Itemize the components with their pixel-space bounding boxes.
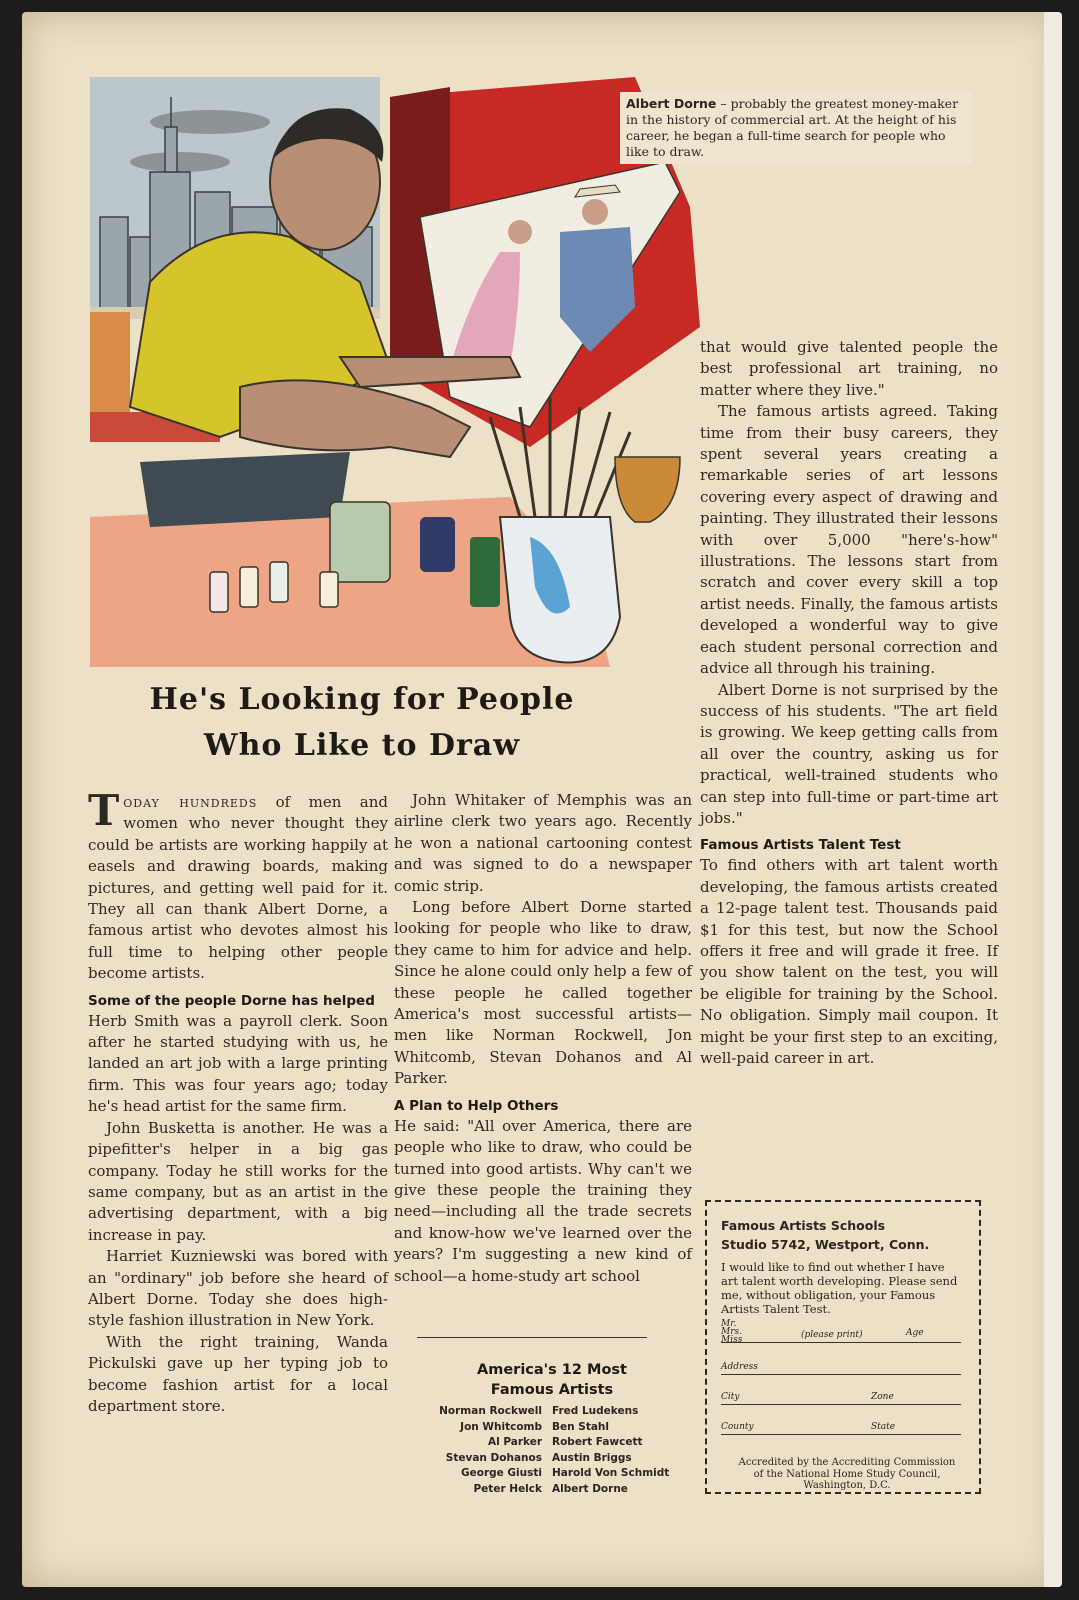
paragraph: John Whitaker of Memphis was an airline clerk two years ago. Recently he won a national cartooning contest and was signed to do a newspaper comic strip.	[394, 791, 692, 895]
ink-bottle	[420, 517, 455, 572]
mail-coupon[interactable]	[705, 1200, 981, 1494]
cloud	[130, 152, 230, 172]
paragraph: Herb Smith was a payroll clerk. Soon after he started studying with us, he landed an art job with a large printing firm. This was four years ago; today he's head artist for the same firm.	[88, 1011, 388, 1116]
headline-line-2: Who Like to Draw	[203, 728, 521, 763]
paragraph: John Busketta is another. He was a pipefitter's helper in a big gas company. Today he still works for the same company, but as an artist in the advertising department, with a big increase in pay.	[88, 1118, 388, 1244]
magazine-page	[22, 12, 1062, 1587]
coupon-school: Famous Artists Schools	[721, 1218, 886, 1233]
state-label: State	[871, 1422, 896, 1432]
artist-name: Albert Dorne	[552, 1482, 628, 1495]
artist-illustration	[90, 67, 700, 667]
intro-text: of men and women who never thought they could be artists are working happily at easels and drawing boards, making pictures, and getting well paid for it. They all can thank Albert Dorne, a famous artist who devotes almost his full time to helping other people become artists.	[88, 793, 388, 983]
age-label: Age	[906, 1328, 924, 1338]
coupon-body: I would like to find out whether I have art talent worth developing. Please send me, without obligation, your Famous Artists Talent Test.	[721, 1260, 958, 1316]
artist-name: Harold Von Schmidt	[552, 1467, 670, 1479]
glass	[615, 457, 680, 522]
famous-title-line-2: Famous Artists	[490, 1382, 614, 1398]
zone-label: Zone	[871, 1392, 894, 1402]
paragraph: He said: "All over America, there are people who like to draw, who could be turned into good artists. Why can't we give these people the training they need—including all the trade secrets and know-how we've learned over the years? I'm suggesting a new kind of school—a home-study art school	[394, 1116, 692, 1285]
divider	[417, 1337, 647, 1338]
illustration-caption	[620, 92, 972, 164]
article-column-2	[394, 790, 692, 1287]
subheading: Some of the people Dorne has helped	[88, 992, 375, 1009]
city-zone-field[interactable]	[721, 1392, 961, 1405]
name-label: Mr. Mrs. Miss	[721, 1319, 743, 1345]
ink-bottle	[470, 537, 500, 607]
caption-text: – probably the greatest money-maker in the history of commercial art. At the height of his career, he began a full-time search for people who like to draw.	[626, 96, 959, 159]
article-column-3	[700, 337, 998, 1069]
paragraph: Harriet Kuzniewski was bored with an "ordinary" job before she heard of Albert Dorne. Today she does high-style fashion illustration in New York.	[88, 1247, 388, 1330]
subheading: Famous Artists Talent Test	[700, 837, 901, 854]
artists-left-column	[382, 1404, 542, 1497]
artist-name: Austin Briggs	[552, 1451, 632, 1464]
artist-name: Fred Ludekens	[552, 1405, 639, 1417]
artist-name: Al Parker	[487, 1436, 542, 1448]
accreditation-note: Accredited by the Accrediting Commission of the National Home Study Council, Washington, D.C.	[738, 1457, 956, 1491]
county-label: County	[721, 1422, 754, 1432]
artist-name: Jon Whitcomb	[460, 1420, 542, 1433]
headline-line-1: He's Looking for People	[149, 682, 575, 717]
coupon-header	[721, 1216, 929, 1254]
intro-smallcaps: oday hundreds	[123, 793, 258, 811]
paint-jar	[330, 502, 390, 582]
drop-cap: T	[88, 786, 120, 835]
please-print-label: (please print)	[801, 1330, 863, 1340]
paragraph: Long before Albert Dorne started looking for people who like to draw, they came to him for advice and help. Since he alone could only help a few of these people he called together America's most successful artists—men like Norman Rockwell, Jon Whitcomb, Stevan Dohanos and Al Parker.	[394, 898, 692, 1088]
paragraph: With the right training, Wanda Pickulski gave up her typing job to become fashion artist for a local department store.	[88, 1332, 388, 1415]
artist-name: Robert Fawcett	[552, 1436, 643, 1448]
paragraph: Albert Dorne is not surprised by the success of his students. "The art field is growing. We keep getting calls from all over the country, asking us for practical, well-trained students who can step into full-time or part-time art jobs."	[700, 680, 998, 827]
caption-name: Albert Dorne	[626, 96, 717, 111]
article-column-1	[88, 786, 388, 1417]
artist-name: Norman Rockwell	[439, 1405, 542, 1417]
artist-name: Stevan Dohanos	[445, 1451, 542, 1464]
paragraph: To find others with art talent worth developing, the famous artists created a 12-page talent test. Thousands paid $1 for this test, but now the School offers it free and will grade it free. If you show talent on the test, you will be eligible for training by the School. No obligation. Simply mail coupon. It might be your first step to an exciting, well-paid career in art.	[700, 856, 998, 1067]
name-field[interactable]	[721, 1319, 961, 1345]
city-label: City	[721, 1392, 740, 1402]
artist-name: Ben Stahl	[552, 1420, 609, 1433]
subheading: A Plan to Help Others	[394, 1097, 559, 1114]
famous-artists-title	[402, 1360, 702, 1400]
address-label: Address	[721, 1362, 758, 1372]
coupon-address: Studio 5742, Westport, Conn.	[721, 1237, 930, 1252]
paragraph: The famous artists agreed. Taking time from their busy careers, they spent several years creating a remarkable series of art lessons covering every aspect of drawing and painting. They illustrated their lessons with over 5,000 "here's-how" illustrations. The lessons start from scratch and cover every skill a top artist needs. Finally, the famous artists developed a wonderful way to give each student personal correction and advice all through his training.	[700, 402, 998, 678]
artist-name: George Giusti	[461, 1467, 542, 1479]
famous-title-line-1: America's 12 Most	[477, 1362, 627, 1378]
address-field[interactable]	[721, 1362, 961, 1375]
page-title	[82, 677, 642, 769]
artists-right-column	[552, 1404, 712, 1497]
intro-paragraph	[88, 786, 388, 985]
page-edge	[1044, 12, 1062, 1587]
artist-name: Peter Helck	[473, 1482, 542, 1495]
paragraph: that would give talented people the best professional art training, no matter where they live."	[700, 338, 998, 399]
county-state-field[interactable]	[721, 1422, 961, 1435]
